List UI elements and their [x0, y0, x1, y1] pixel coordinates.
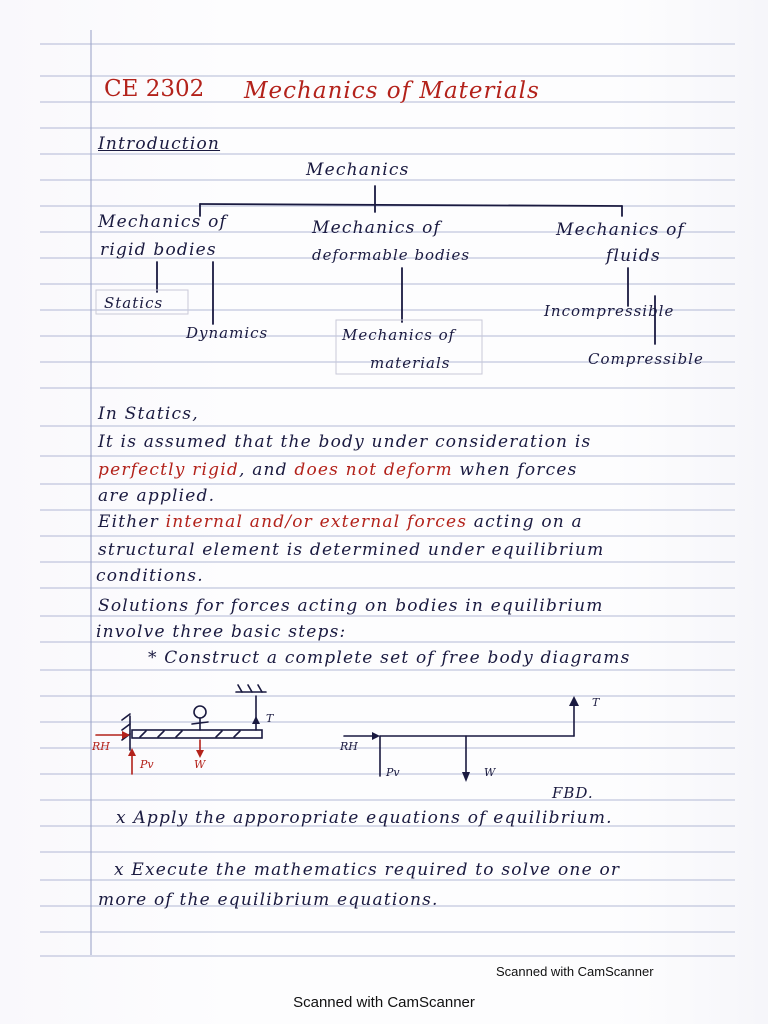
label-rv-beam: Pv: [140, 758, 154, 771]
statics-line7: Solutions for forces acting on bodies in equilibrium: [98, 596, 604, 616]
node-mom-line2: materials: [370, 354, 451, 372]
node-deformable-line1: Mechanics of: [312, 218, 442, 238]
rigid-emphasis: perfectly rigid: [98, 460, 239, 480]
step-execute-math-line1: x Execute the mathematics required to solve one or: [114, 860, 621, 880]
course-title: Mechanics of Materials: [244, 78, 540, 104]
scanner-watermark-2: Scanned with CamScanner: [293, 994, 475, 1011]
node-fluids-line2: fluids: [606, 246, 661, 266]
tree-root-mechanics: Mechanics: [306, 160, 410, 180]
node-fluids-line1: Mechanics of: [556, 220, 686, 240]
step-execute-math-line2: more of the equilibrium equations.: [98, 890, 439, 910]
statics-line1: It is assumed that the body under consideration is: [98, 432, 592, 452]
label-t-fbd: T: [592, 696, 600, 709]
statics-line4-either: Either: [98, 512, 166, 532]
label-rh-beam: RH: [92, 740, 110, 753]
statics-intro: In Statics,: [98, 404, 199, 424]
statics-line8: involve three basic steps:: [96, 622, 347, 642]
section-heading: Introduction: [98, 134, 221, 154]
node-compressible: Compressible: [588, 350, 704, 368]
node-rigid-line2: rigid bodies: [100, 240, 217, 260]
step-construct-fbd: * Construct a complete set of free body diagrams: [148, 648, 631, 668]
label-rv-fbd: Pv: [386, 766, 400, 779]
no-deform-emphasis: does not deform: [294, 460, 453, 480]
statics-line4-acting: acting on a: [467, 512, 583, 532]
label-fbd: FBD.: [552, 784, 594, 802]
statics-line2-forces: when forces: [452, 460, 578, 480]
statics-line6: conditions.: [96, 566, 204, 586]
node-deformable-line2: deformable bodies: [312, 246, 471, 264]
statics-line3: are applied.: [98, 486, 216, 506]
node-incompressible: Incompressible: [544, 302, 675, 320]
node-rigid-line1: Mechanics of: [98, 212, 228, 232]
statics-line2-and: , and: [238, 460, 295, 480]
course-code: CE 2302: [104, 76, 205, 102]
label-t-beam: T: [266, 712, 274, 725]
node-mom-line1: Mechanics of: [342, 326, 456, 344]
scanner-watermark-1: Scanned with CamScanner: [496, 964, 654, 979]
label-rh-fbd: RH: [340, 740, 358, 753]
node-statics: Statics: [104, 294, 164, 312]
node-dynamics: Dynamics: [186, 324, 269, 342]
label-w-beam: W: [194, 758, 206, 771]
forces-emphasis: internal and/or external forces: [165, 512, 468, 532]
label-w-fbd: W: [484, 766, 496, 779]
statics-line5: structural element is determined under equilibrium: [98, 540, 605, 560]
step-apply-equations: x Apply the apporopriate equations of equilibrium.: [116, 808, 613, 828]
